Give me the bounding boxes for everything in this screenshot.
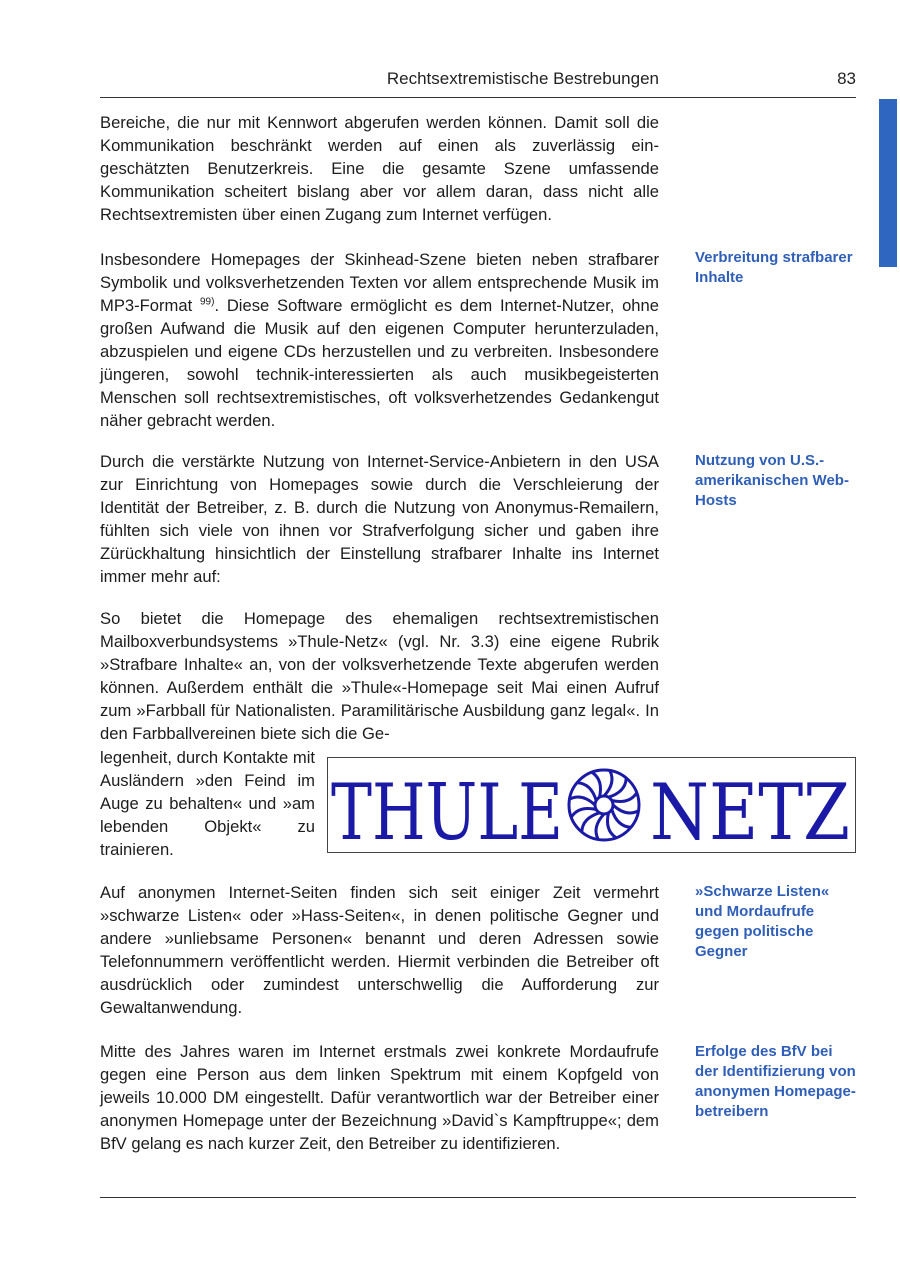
running-header-title: Rechtsextremistische Bestrebungen <box>386 69 659 88</box>
margin-note-us-web-hosts: Nutzung von U.S.-amerikanischen Web-Hosts <box>695 452 849 509</box>
black-sun-icon <box>569 770 639 840</box>
thule-netz-logo-image <box>327 757 856 858</box>
paragraph-thule-netz-continued: legenheit, durch Kontakte mit Ausländern »den Feind im Auge zu behalten« und »am lebenden Objekt« zu trainieren. <box>100 748 315 859</box>
paragraph-us-providers: Durch die verstärkte Nutzung von Internet-Service-Anbietern in den USA zur Einrichtung von Homepages sowie durch die Verschleierung der Identität der Betreiber, z. B. durch die Nutzung von Anonymus-Remailern, fühlten sich viele von ihnen vor Strafverfolgung sicher und gaben ihre Zürückhaltung hinsichtlich der Einstellung strafbarer Inhalte ins Internet immer mehr auf: <box>100 452 659 586</box>
logo-word-thule: THULE <box>331 768 563 858</box>
paragraph-skinhead-text-b: . Diese Software ermöglicht es dem Internet-Nutzer, ohne großen Aufwand die Musik auf den eigenen Computer herunterzuladen, abzuspielen und eigene CDs herzustellen und zu verbreiten. Insbesondere jüngeren, sowohl technik-interessierten als auch musikbegeisterten Menschen soll rechtsextremistisches, oft volksverhetzendes Gedankengut näher gebracht werden. <box>100 296 659 430</box>
chapter-tab-marker <box>879 99 897 267</box>
paragraph-schwarze-listen: Auf anonymen Internet-Seiten finden sich seit einiger Zeit vermehrt »schwarze Listen« oder »Hass-Seiten«, in denen politische Gegner und andere »unliebsame Personen« benannt und deren Adressen sowie Telefonnummern veröffentlicht werden. Hiermit verbinden die Betreiber oft ausdrücklich oder zumindest unterschwellig die Aufforderung zur Gewaltanwendung. <box>100 883 659 1017</box>
paragraph-skinhead-homepages <box>100 248 659 432</box>
margin-note-schwarze-listen: »Schwarze Listen« und Mordaufrufe gegen politische Gegner <box>695 883 830 960</box>
footnote-reference: 99) <box>199 296 215 308</box>
page-number: 83 <box>837 69 856 88</box>
paragraph-mordaufrufe: Mitte des Jahres waren im Internet erstmals zwei konkrete Mordaufrufe gegen eine Person aus dem linken Spektrum mit einem Kopfgeld von jeweils 10.000 DM eingestellt. Dafür verantwortlich war der Betreiber einer anonymen Homepage unter der Bezeichnung »David`s Kampftruppe«; dem BfV gelang es nach kurzer Zeit, den Betreiber zu identifizieren. <box>100 1042 659 1153</box>
footer-rule <box>100 1197 856 1198</box>
paragraph-thule-netz: So bietet die Homepage des ehemaligen rechtsextremistischen Mailboxverbundsystems »Thule-Netz« (vgl. Nr. 3.3) eine eigene Rubrik »Strafbare Inhalte« an, von der volksverhetzende Texte abgerufen werden können. Außerdem enthält die »Thule«-Homepage seit Mai einen Aufruf zum »Farbball für Nationalisten. Paramilitärische Ausbildung ganz legal«. In den Farbballvereinen biete sich die Ge- <box>100 609 659 743</box>
header-rule <box>100 97 856 98</box>
margin-note-verbreitung: Verbreitung strafbarer Inhalte <box>695 249 853 286</box>
margin-note-erfolge-bfv: Erfolge des BfV bei der Identifizierung von anonymen Homepagebetreibern <box>695 1043 856 1120</box>
paragraph-skinhead-text-a: Insbesondere Homepages der Skinhead-Szene bieten neben strafbarer Symbolik und volksverhetzenden Texten vor allem entsprechende Musik im MP3-Format <box>100 250 659 315</box>
paragraph-kennwort: Bereiche, die nur mit Kennwort abgerufen werden können. Damit soll die Kommunikation beschränkt werden auf einen als zuverlässig eingeschätzten Benutzerkreis. Eine die gesamte Szene umfassende Kommunikation scheitert bislang aber vor allem daran, dass nicht alle Rechtsextremisten über einen Zugang zum Internet verfügen. <box>100 113 659 224</box>
logo-word-netz: NETZ <box>650 768 850 858</box>
